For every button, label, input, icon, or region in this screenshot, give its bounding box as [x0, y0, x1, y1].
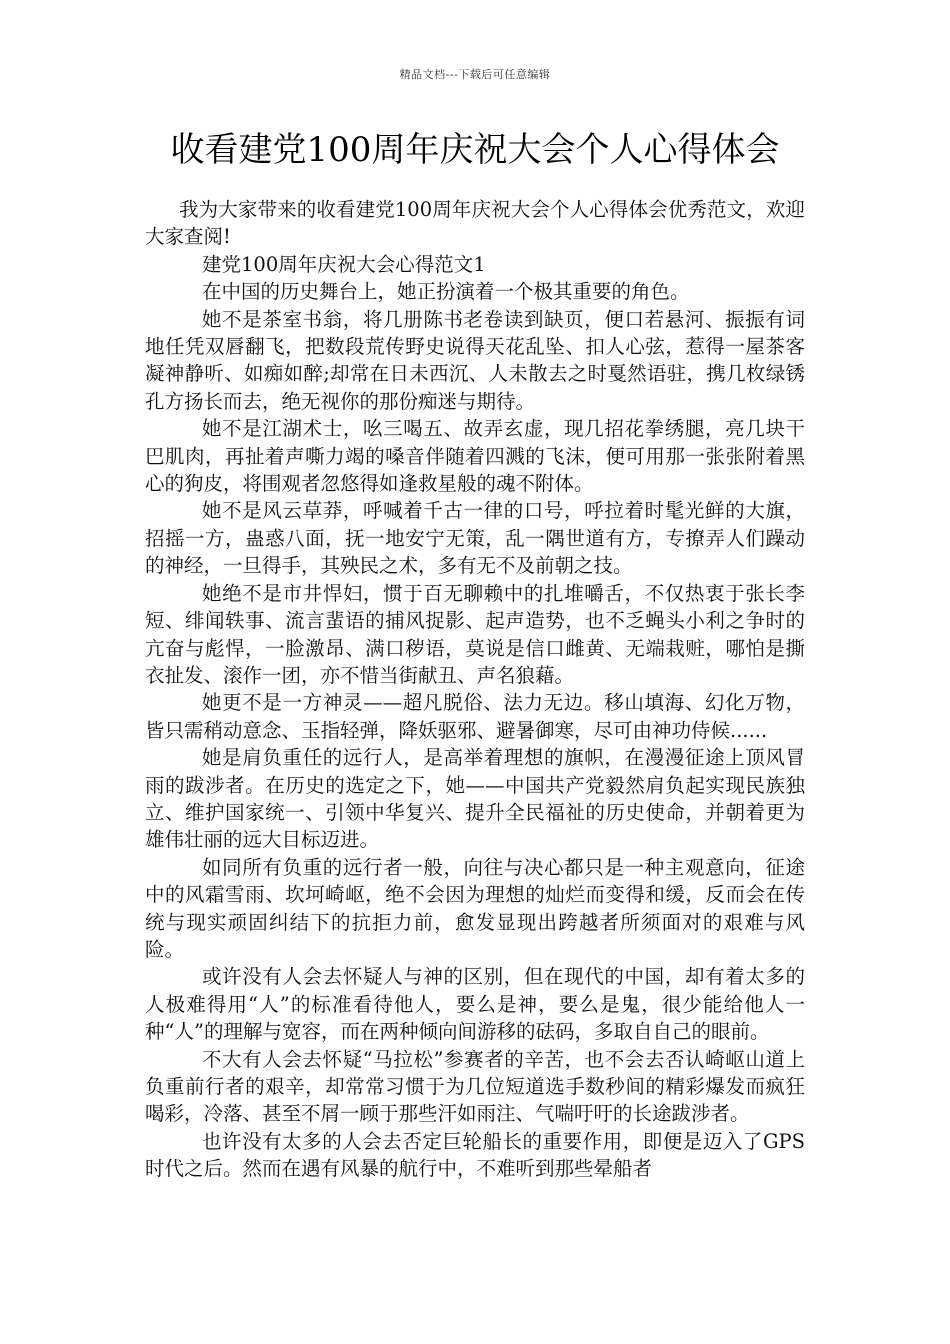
paragraph: 不大有人会去怀疑“马拉松”参赛者的辛苦，也不会去否认崎岖山道上负重前行者的艰辛，却常常习惯于为几位短道选手数秒间的精彩爆发而疯狂喝彩，冷落、甚至不屑一顾于那些汗如雨注、气喘吁吁的长途跋涉者。: [145, 1047, 805, 1126]
paragraph: 如同所有负重的远行者一般，向往与决心都只是一种主观意向，征途中的风霜雪雨、坎坷崎岖，绝不会因为理想的灿烂而变得和缓，反而会在传统与现实顽固纠结下的抗拒力前，愈发显现出跨越者所须面对的艰难与风险。: [145, 855, 805, 961]
paragraph: 也许没有太多的人会去否定巨轮船长的重要作用，即便是迈入了GPS时代之后。然而在遇有风暴的航行中，不难听到那些晕船者: [145, 1129, 805, 1181]
paragraph: 她是肩负重任的远行人，是高举着理想的旗帜，在漫漫征途上顶风冒雨的跋涉者。在历史的选定之下，她——中国共产党毅然肩负起实现民族独立、维护国家统一、引领中华复兴、提升全民福祉的历史使命，并朝着更为雄伟壮丽的远大目标迈进。: [145, 746, 805, 852]
paragraph: 她不是风云草莽，呼喊着千古一律的口号，呼拉着时髦光鲜的大旗，招摇一方，蛊惑八面，抚一地安宁无策，乱一隅世道有方，专撩弄人们躁动的神经，一旦得手，其殃民之术，多有无不及前朝之技。: [145, 499, 805, 578]
paragraph: 或许没有人会去怀疑人与神的区别，但在现代的中国，却有着太多的人极难得用“人”的标准看待他人，要么是神，要么是鬼，很少能给他人一种“人”的理解与宽容，而在两种倾向间游移的砝码，多取自自己的眼前。: [145, 965, 805, 1044]
document-body: [145, 196, 805, 1183]
document-title: 收看建党100周年庆祝大会个人心得体会: [170, 130, 780, 170]
header-note: 精品文档---下载后可任意编辑: [399, 68, 551, 81]
paragraph: 她绝不是市井悍妇，惯于百无聊赖中的扎堆嚼舌，不仅热衷于张长李短、绯闻轶事、流言蜚语的捕风捉影、起声造势，也不乏蝇头小利之争时的亢奋与彪悍，一脸激昂、满口秽语，莫说是信口雌黄、无端栽赃，哪怕是撕衣扯发、滚作一团，亦不惜当街献丑、声名狼藉。: [145, 581, 805, 687]
paragraph: 她不是江湖术士，吆三喝五、故弄玄虚，现几招花拳绣腿，亮几块干巴肌肉，再扯着声嘶力竭的嗓音伴随着四溅的飞沫，便可用那一张张附着黑心的狗皮，将围观者忽悠得如逢救星般的魂不附体。: [145, 417, 805, 496]
paragraph: 她不是茶室书翁，将几册陈书老卷读到缺页，便口若悬河、振振有词地任凭双唇翻飞，把数段荒传野史说得天花乱坠、扣人心弦，惹得一屋茶客凝神静听、如痴如醉;却常在日未西沉、人未散去之时戛然语驻，携几枚绿锈孔方扬长而去，绝无视你的那份痴迷与期待。: [145, 307, 805, 413]
paragraph: 在中国的历史舞台上，她正扮演着一个极其重要的角色。: [202, 280, 690, 304]
paragraph-subheading: 建党100周年庆祝大会心得范文1: [202, 252, 486, 276]
paragraph: 她更不是一方神灵——超凡脱俗、法力无边。移山填海、幻化万物，皆只需稍动意念、玉指轻弹，降妖驱邪、避暑御寒，尽可由神功侍候......: [145, 691, 805, 742]
paragraph-intro: 我为大家带来的收看建党100周年庆祝大会个人心得体会优秀范文，欢迎大家查阅!: [145, 198, 805, 249]
